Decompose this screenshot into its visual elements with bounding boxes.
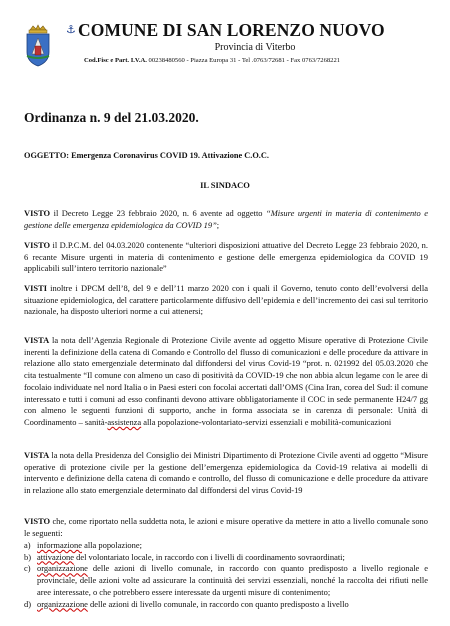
paragraph-vista-presidenza bbox=[24, 450, 428, 497]
para-text: che, come riportato nella suddetta nota, le azioni e misure operative da mettere in atto a livello comunale sono le seguenti: bbox=[24, 516, 428, 538]
list-keyword: organizzazione bbox=[37, 598, 88, 609]
para-text: il Decreto Legge 23 febbraio 2020, n. 6 avente ad oggetto bbox=[50, 208, 267, 218]
para-text: inoltre i DPCM dell’8, del 9 e dell’11 marzo 2020 con i quali il Governo, tenuto conto dell’evolversi della situazione epidemiologica, del carattere particolarmente diffusivo dell’epidemia e dell’incremento dei casi sul territorio nazionale, ha disposto ulteriori norme a cui attenersi; bbox=[24, 283, 428, 317]
list-text: alla popolazione; bbox=[81, 540, 142, 550]
list-item bbox=[24, 540, 428, 552]
list-keyword: organizzazione bbox=[37, 563, 88, 574]
actions-list bbox=[24, 540, 428, 610]
list-keyword: informazione bbox=[37, 540, 82, 550]
para-end: alla popolazione-volontariato-servizi essenziali e mobilità-comunicazioni bbox=[141, 416, 392, 427]
para-text: la nota dell’Agenzia Regionale di Protezione Civile avente ad oggetto Misure operative di Protezione Civile inerenti la definizione della catena di Comando e Controllo del flusso di comunicazioni e delle procedure da attivare in relazione allo stato emergenziale determinato dal diffondersi del virus Covid-19 “prot. n. 021992 del 05.03.2020 che cita testualmente “Il comune con almeno un caso di positività da COVID-19 che non abbia alcun legame con le aree di focolaio individuate nel nord Italia o in Paesi esteri con focolai accertati dall’OMS (Cina Iran, corea del Sud: il comune interessato e tutti i comuni ad esso confinanti devono attivare obbligatoriamente il COC in sede permanente H24/7 gg con almeno le seguenti funzioni di supporto, anche in forma associata se in carenza di personale: Unità di Coordinamento – sanità- bbox=[24, 335, 428, 427]
para-lead: VISTO bbox=[24, 208, 51, 218]
paragraph-visto-nota bbox=[24, 516, 428, 539]
para-lead: VISTO bbox=[24, 240, 51, 250]
fiscal-details: 00238480560 - Piazza Europa 31 - Tel .0763/72681 - Fax 0763/7268221 bbox=[148, 57, 341, 64]
ordinance-title: Ordinanza n. 9 del 21.03.2020. bbox=[24, 110, 199, 125]
para-text: la nota della Presidenza del Consiglio dei Ministri Dipartimento di Protezione Civile aventi ad oggetto “Misure operative di protezione civile per la gestione dell’emergenza epidemiologica da Covid-19 relativa ai modelli di intervento e definizione della catena di comando e controllo, del flusso di comunicazione e delle procedure da attivare in relazione allo stato emergenziale determinato dal diffondersi del virus Covid-19 bbox=[24, 450, 428, 496]
municipality-name: COMUNE DI SAN LORENZO NUOVO bbox=[78, 20, 385, 40]
anchor-icon: ⚓ bbox=[66, 23, 76, 36]
para-underlined: assistenza bbox=[107, 416, 142, 427]
paragraph-visti-dpcm bbox=[24, 283, 428, 318]
paragraph-vista-agenzia bbox=[24, 335, 428, 429]
fiscal-label: Cod.Fisc e Part. I.V.A. bbox=[84, 57, 147, 64]
para-end: ; bbox=[216, 219, 220, 230]
para-quote: “Misure urgenti in materia di contenimento e gestione delle emergenza epidemiologica da COVID 19” bbox=[24, 208, 428, 230]
section-heading: IL SINDACO bbox=[200, 180, 250, 190]
province-name: Provincia di Viterbo bbox=[214, 42, 296, 53]
list-item bbox=[24, 563, 428, 598]
list-marker: b) bbox=[24, 551, 32, 562]
para-text: il D.P.C.M. del 04.03.2020 contenente “ulteriori disposizioni attuative del Decreto Legge 23 febbraio 2020, n. 6 recante Misure urgenti in materia di contenimento e gestione delle emergenza epidemiologica da COVID 19 applicabili sull’intero territorio nazionale” bbox=[24, 240, 428, 274]
list-keyword: attivazione bbox=[37, 551, 75, 562]
subject-line: OGGETTO: Emergenza Coronavirus COVID 19. Attivazione C.O.C. bbox=[24, 151, 269, 160]
para-lead: VISTA bbox=[24, 450, 50, 460]
paragraph-visto-dpcm bbox=[24, 240, 428, 275]
list-marker: c) bbox=[24, 563, 31, 574]
list-item bbox=[24, 599, 428, 611]
list-item bbox=[24, 552, 428, 564]
list-text: delle azioni di livello comunale, in raccordo con quanto predisposto a livello regionale e provinciale, delle azioni volte ad assicurare la continuità dei servizi essenziali, nonché la raccolta dei rifiuti nelle aree interessate, o che potrebbero essere interessate da urgenti misure di contenimento; bbox=[37, 563, 428, 597]
fiscal-info bbox=[84, 57, 340, 64]
list-text: del volontariato locale, in raccordo con i livelli di coordinamento sovraordinati; bbox=[74, 551, 345, 562]
para-lead: VISTI bbox=[24, 283, 47, 293]
para-lead: VISTO bbox=[24, 516, 51, 526]
paragraph-visto-decreto bbox=[24, 208, 428, 231]
list-marker: d) bbox=[24, 598, 32, 609]
list-marker: a) bbox=[24, 540, 31, 550]
list-text: delle azioni di livello comunale, in raccordo con quanto predisposto a livello bbox=[87, 598, 349, 609]
para-lead: VISTA bbox=[24, 335, 50, 345]
